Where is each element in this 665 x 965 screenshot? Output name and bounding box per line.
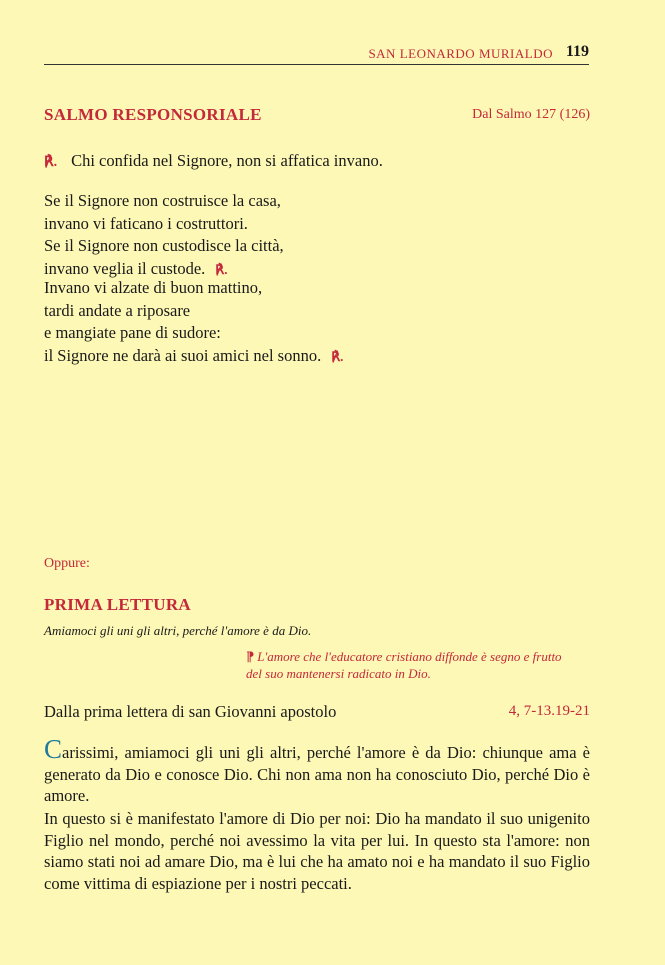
alternative-label: Oppure: [44,556,90,571]
running-head [44,42,589,65]
psalm-heading: SALMO RESPONSORIALE [44,105,262,124]
response-symbol: ℟. [44,155,58,170]
note-line-2: del suo mantenersi radicato in Dio. [246,666,431,681]
note-mark-icon: ⁋ [246,649,255,664]
reading-heading: PRIMA LETTURA [44,595,191,614]
note-line-1: L'amore che l'educatore cristiano diffonde è segno e frutto [257,649,562,664]
verse-line: Se il Signore non custodisce la città, [44,236,284,255]
verse-line: tardi andate a riposare [44,300,191,320]
verse-line: Invano vi alzate di buon mattino, [44,278,263,297]
psalm-response [44,150,383,175]
reading-reference: 4, 7-13.19-21 [508,703,590,719]
verse-line: Se il Signore non costruisce la casa, [44,191,281,210]
response-text: Chi confida nel Signore, non si affatica invano. [71,151,383,170]
paragraph-text: arissimi, amiamoci gli uni gli altri, perché l'amore è da Dio: chiunque ama è generato da Dio e conosce Dio. Chi non ama non ha conosciuto Dio, perché Dio è amore. [44,743,590,805]
verse-line: e mangiate pane di sudore: [44,323,221,342]
reading-source: Dalla prima lettera di san Giovanni apostolo [44,702,337,721]
verse-line: invano vi faticano i costruttori. [44,213,248,233]
response-symbol: ℟. [215,261,228,277]
reading-subtitle: Amiamoci gli uni gli altri, perché l'amore è da Dio. [44,623,312,638]
psalm-stanza-2 [44,277,343,368]
verse-text: il Signore ne darà ai suoi amici nel sonno. [44,345,322,365]
page-number: 119 [565,43,589,60]
verse-text: invano veglia il custode. [44,258,206,278]
reading-note [246,648,562,682]
running-title: SAN LEONARDO MURIALDO [368,46,553,61]
response-symbol: ℟. [331,348,344,364]
reading-paragraph-1 [44,734,590,807]
psalm-stanza-1 [44,190,284,281]
verse-line-last [44,345,343,369]
drop-cap: C [44,734,63,764]
reading-paragraph-2: In questo si è manifestato l'amore di Dio per noi: Dio ha mandato il suo unigenito Figlio nel mondo, perché noi avessimo la vita per lui. In questo sta l'amore: non siamo stati noi ad amare Dio, ma è lui che ha amato noi e ha mandato il suo Figlio come vittima di espiazione per i nostri peccati. [44,809,590,893]
psalm-source: Dal Salmo 127 (126) [472,107,590,122]
